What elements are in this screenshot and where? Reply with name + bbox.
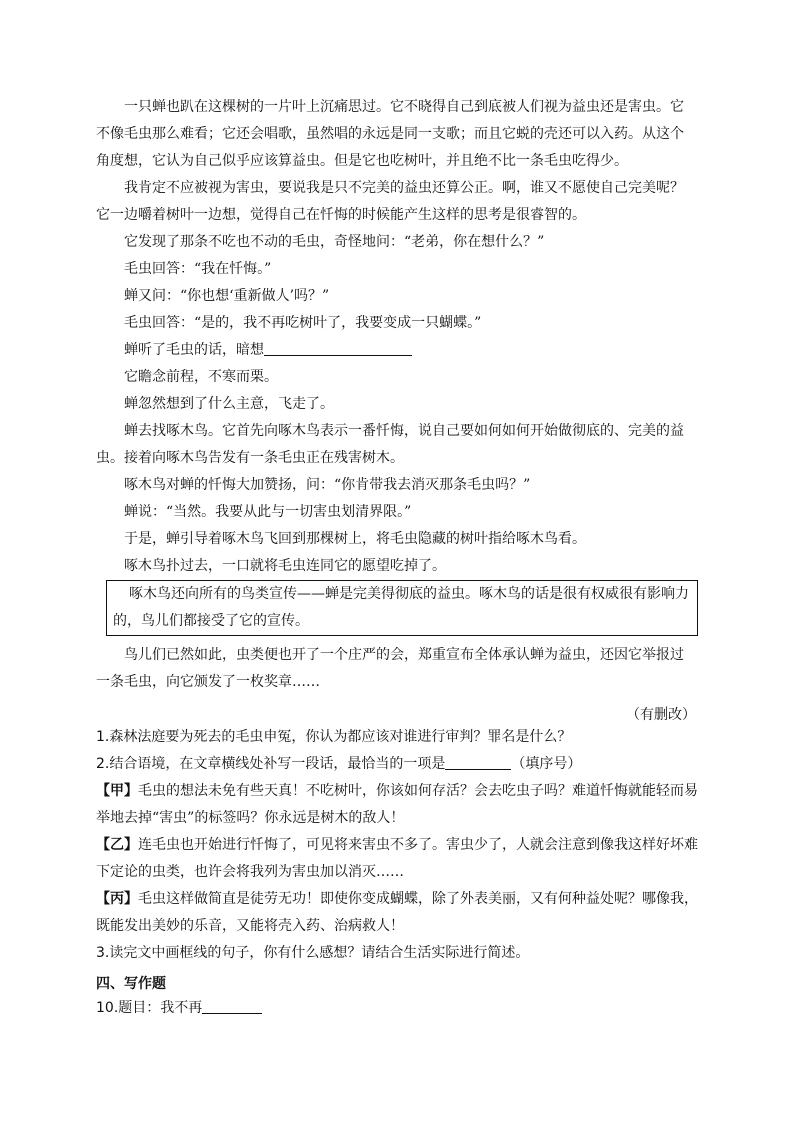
- option-c: [96, 886, 702, 940]
- framed-sentence: [106, 580, 698, 636]
- story-sentence: 蝉听了毛虫的话，暗想: [124, 342, 264, 358]
- question-2-suffix: （填序号）: [511, 756, 582, 772]
- story-text: [96, 94, 696, 729]
- story-paragraph: 蝉又问：“你也想‘重新做人’吗？”: [124, 288, 330, 304]
- story-paragraph: 它瞻念前程，不寒而栗。: [124, 369, 278, 385]
- story-paragraph: 啄木鸟扑过去，一口就将毛虫连同它的愿望吃掉了。: [124, 558, 446, 574]
- option-text: 毛虫这样做简直是徒劳无功！即使你变成蝴蝶，除了外表美丽，又有何种益处呢？哪像我，既能发出美妙的乐音，又能将壳入药、治病救人！: [96, 891, 698, 934]
- story-paragraph: 它发现了那条不吃也不动的毛虫，奇怪地问：“老弟，你在想什么？”: [124, 234, 545, 250]
- title-blank[interactable]: [202, 999, 262, 1014]
- framed-line-1: 啄木鸟还向所有的鸟类宣传——蝉是完美得彻底的益虫。啄木鸟的话是很有权威很有影响力: [129, 586, 689, 602]
- option-label: 【乙】: [96, 837, 138, 853]
- answer-blank[interactable]: [445, 755, 511, 770]
- option-a: [96, 778, 702, 832]
- options-list: [96, 778, 702, 940]
- story-paragraph: 一只蝉也趴在这棵树的一片叶上沉痛思过。它不晓得自己到底被人们视为益虫还是害虫。它不像毛虫那么难看；它还会唱歌，虽然唱的永远是同一支歌；而且它蜕的壳还可以入药。从这个角度想，它认为自己似乎应该算益虫。但是它也吃树叶，并且绝不比一条毛虫吃得少。: [96, 99, 684, 169]
- option-label: 【丙】: [96, 891, 138, 907]
- story-paragraph: 鸟儿们已然如此，虫类便也开了一个庄严的会，郑重宣布全体承认蝉为益虫，还因它举报过一条毛虫，向它颁发了一枚奖章……: [96, 647, 684, 690]
- questions-section: [96, 724, 702, 1018]
- question-10: [96, 998, 702, 1018]
- story-paragraph: 于是，蝉引导着啄木鸟飞回到那棵树上，将毛虫隐藏的树叶指给啄木鸟看。: [124, 531, 586, 547]
- story-paragraph: 我肯定不应被视为害虫，要说我是只不完美的益虫还算公正。啊，谁又不愿使自己完美呢？它一边嚼着树叶一边想，觉得自己在忏悔的时候能产生这样的思考是很睿智的。: [96, 180, 684, 223]
- question-1: 1.森林法庭要为死去的毛虫申冤，你认为都应该对谁进行审判？罪名是什么？: [96, 729, 572, 745]
- story-paragraph: 毛虫回答：“是的，我不再吃树叶了，我要变成一只蝴蝶。”: [124, 315, 482, 331]
- question-10-text: 10.题目：我不再: [96, 1000, 203, 1016]
- story-paragraph: 蝉忽然想到了什么主意，飞走了。: [124, 396, 334, 412]
- story-paragraph: 蝉去找啄木鸟。它首先向啄木鸟表示一番忏悔，说自己要如何如何开始做彻底的、完美的益虫。接着向啄木鸟告发有一条毛虫正在残害树木。: [96, 423, 684, 466]
- story-paragraph: 毛虫回答：“我在忏悔。”: [124, 261, 272, 277]
- story-paragraph: 啄木鸟对蝉的忏悔大加赞扬，问：“你肯带我去消灭那条毛虫吗？”: [124, 477, 531, 493]
- question-3: 3.读完文中画框线的句子，你有什么感想？请结合生活实际进行简述。: [96, 945, 530, 961]
- question-2-text: 2.结合语境，在文章横线处补写一段话，最恰当的一项是: [96, 756, 446, 772]
- source-note: （有删改）: [626, 707, 696, 723]
- story-paragraph-with-blank: [96, 337, 696, 364]
- framed-line-2: 的，鸟儿们都接受了它的宣传。: [113, 613, 309, 629]
- option-text: 毛虫的想法未免有些天真！不吃树叶，你该如何存活？会去吃虫子吗？难道忏悔就能轻而易举地去掉“害虫”的标签吗？你永远是树木的敌人！: [96, 783, 698, 826]
- section-heading: 四、写作题: [96, 976, 166, 992]
- fill-in-blank[interactable]: [264, 341, 412, 356]
- option-text: 连毛虫也开始进行忏悔了，可见将来害虫不多了。害虫少了，人就会注意到像我这样好坏难下定论的虫类，也许会将我列为害虫加以消灭……: [96, 837, 698, 880]
- option-b: [96, 832, 702, 886]
- option-label: 【甲】: [96, 783, 138, 799]
- question-2: [96, 751, 702, 778]
- story-paragraph: 蝉说：“当然。我要从此与一切害虫划清界限。”: [124, 504, 412, 520]
